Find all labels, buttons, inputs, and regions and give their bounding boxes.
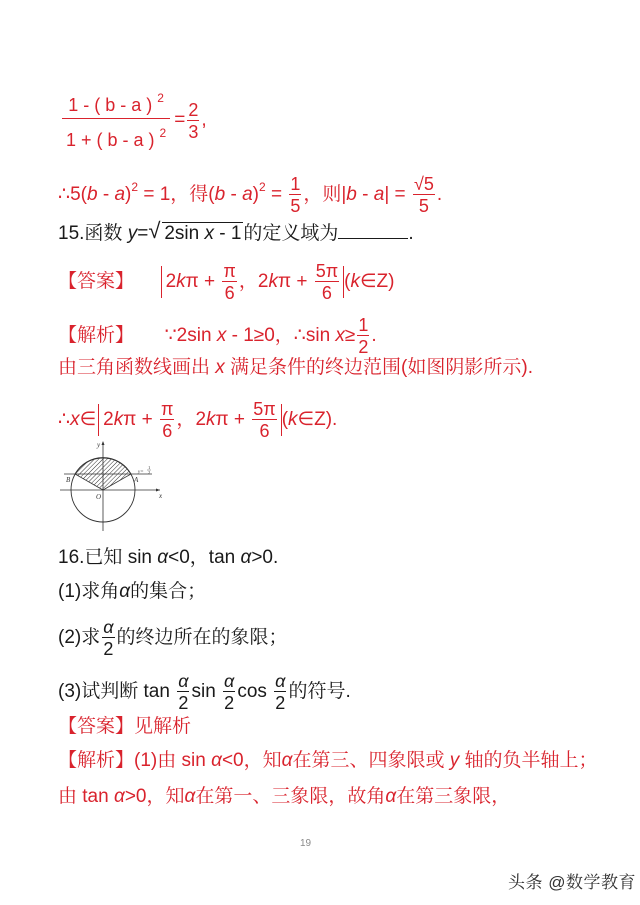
- svg-text:B: B: [66, 476, 71, 484]
- unit-circle-diagram: [60, 438, 165, 533]
- answer-tag: 【答案】: [58, 716, 135, 737]
- svg-text:1: 1: [148, 465, 151, 470]
- answer-text: 见解析: [134, 716, 192, 737]
- watermark: 头条 @数学教育: [508, 873, 636, 892]
- analysis-tag: 【解析】: [58, 325, 135, 347]
- question-15-answer: 【答案】 2kπ + $\frac{\pi}{6}$ ，2kπ + $\frac{5\pi}{6}$ (k∈Z): [58, 261, 395, 303]
- page-number: 19: [300, 838, 312, 849]
- svg-text:O: O: [96, 493, 102, 501]
- answer-tag: 【答案】: [58, 271, 135, 293]
- svg-text:2: 2: [148, 470, 151, 475]
- svg-text:y=: y=: [138, 470, 144, 475]
- question-16-part-1: (1)求角α的集合；: [58, 581, 207, 602]
- question-15-analysis-2: 由三角函数线画出 x 满足条件的终边范围(如图阴影所示).: [58, 357, 533, 378]
- two-thirds-fraction: $\frac{2}{3}$: [188, 99, 199, 142]
- question-16-analysis-1: 【解析】(1)由 sin α<0，知α在第三、四象限或 y 轴的负半轴上；: [58, 750, 598, 771]
- analysis-tag: 【解析】: [58, 750, 135, 771]
- one-fifth-fraction: $\frac{1}{5}$: [290, 174, 301, 216]
- question-15-stem: 15.函数 y= √ 2sin x - 1 的定义域为 .: [58, 218, 414, 244]
- prev-conclusion-line: ∴5(b - a)$^2$ = 1，得(b - a)$^2$ = $\frac{1}{5}$ ，则|b - a| = $\frac{√5}{5}$ .: [58, 174, 443, 216]
- svg-text:y: y: [97, 441, 101, 449]
- sqrt5-over-5-fraction: $\frac{√5}{5}$: [413, 174, 434, 216]
- svg-text:A: A: [134, 476, 139, 484]
- question-15-analysis-3: ∴x∈ 2kπ + $\frac{\pi}{6}$ ，2kπ + $\frac{5\pi}{6}$ (k∈Z).: [58, 399, 338, 441]
- question-16-part-3: (3)试判断 tan $\frac{\alpha}{2}$ sin $\frac{\alpha}{2}$ cos $\frac{\alpha}{2}$ 的符号.: [58, 671, 351, 713]
- question-number: 16.: [58, 547, 85, 568]
- question-number: 15.: [58, 223, 85, 244]
- svg-text:x: x: [159, 492, 163, 500]
- question-15-analysis-1: 【解析】 ∵2sin x - 1≥0，∴sin x≥ $\frac{1}{2}$ .: [58, 315, 377, 357]
- question-16-part-2: (2)求 $\frac{\alpha}{2}$ 的终边所在的象限；: [58, 617, 288, 659]
- answer-blank: [338, 222, 408, 239]
- question-16-analysis-2: 由 tan α>0，知α在第一、三象限，故角α在第三象限，: [58, 786, 511, 807]
- prev-fraction-line: [58, 92, 207, 149]
- question-16-stem: 16.已知 sin α<0，tan α>0.: [58, 547, 279, 568]
- equals-sign: =: [174, 109, 186, 131]
- question-16-answer: [58, 715, 191, 739]
- sqrt-expression: √ 2sin x - 1: [148, 218, 242, 244]
- ratio-fraction: $\frac{1 - ( b - a ) ^2}{1 + ( b - a ) ^2}$: [60, 92, 172, 149]
- comma: ,: [201, 109, 207, 131]
